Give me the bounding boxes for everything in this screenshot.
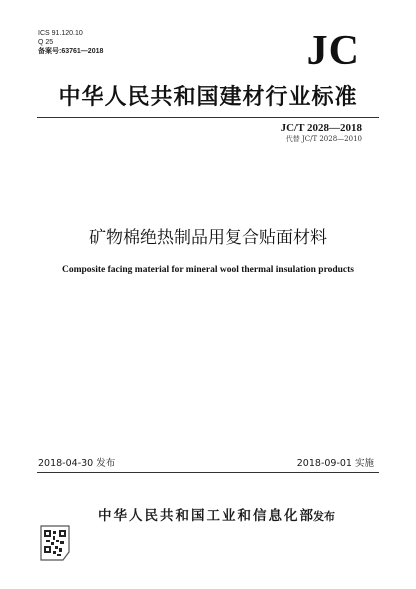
qr-code-icon [37,522,73,564]
ics-code: ICS 91.120.10 [38,30,83,37]
implementation-date: 2018-09-01 实施 [296,458,374,469]
standard-category-title: 中华人民共和国建材行业标准 [58,85,358,110]
issue-date: 2018-04-30 发布 [38,458,116,469]
registration-number: 备案号:63761—2018 [38,48,104,55]
bottom-divider [37,472,379,473]
publish-label: 发布 [313,510,335,523]
top-divider [37,117,379,118]
standard-number: JC/T 2028—2018 [280,122,362,134]
ccs-code: Q 25 [38,39,54,46]
replaces-standard: 代替 JC/T 2028—2010 [285,135,362,143]
jc-logo: JC [306,28,360,74]
document-title-chinese: 矿物棉绝热制品用复合贴面材料 [89,228,327,248]
publisher-name: 中华人民共和国工业和信息化部 [98,508,315,524]
document-title-english: Composite facing material for mineral wool thermal insulation products [61,265,355,275]
